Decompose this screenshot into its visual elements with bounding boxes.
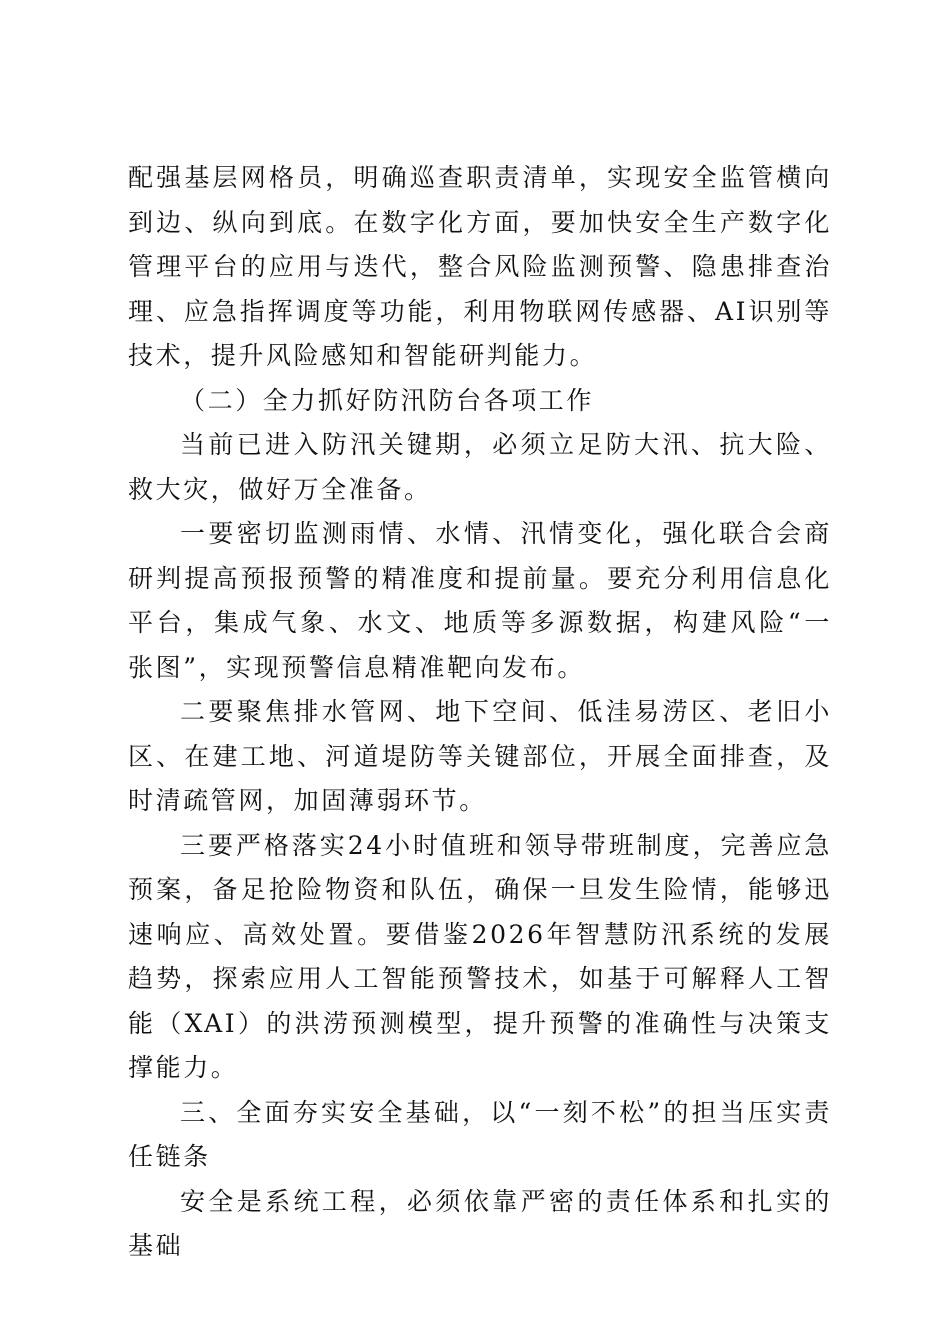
paragraph-flood-intro: 当前已进入防汛关键期，必须立足防大汛、抗大险、救大灾，做好万全准备。 xyxy=(128,430,832,504)
paragraph-point-three: 三要严格落实24小时值班和领导带班制度，完善应急预案，备足抢险物资和队伍，确保一旦发生险情，能够迅速响应、高效处置。要借鉴2026年智慧防汛系统的发展趋势，探索应用人工智能预警技术，如基于可解释人工智能（XAI）的洪涝预测模型，提升预警的准确性与决策支撑能力。 xyxy=(128,830,832,1082)
section-heading-flood-control: （二）全力抓好防汛防台各项工作 xyxy=(180,385,595,415)
paragraph-point-one: 一要密切监测雨情、水情、汛情变化，强化联合会商研判提高预报预警的精准度和提前量。要充分利用信息化平台，集成气象、水文、地质等多源数据，构建风险“一张图”，实现预警信息精准靶向发布。 xyxy=(128,519,832,682)
paragraph-continued: 配强基层网格员，明确巡查职责清单，实现安全监管横向到边、纵向到底。在数字化方面，要加快安全生产数字化管理平台的应用与迭代，整合风险监测预警、隐患排查治理、应急指挥调度等功能，利用物联网传感器、AI识别等技术，提升风险感知和智能研判能力。 xyxy=(128,163,832,370)
section-heading-safety-foundation: 三、全面夯实安全基础，以“一刻不松”的担当压实责任链条 xyxy=(128,1097,832,1171)
paragraph-point-two: 二要聚焦排水管网、地下空间、低洼易涝区、老旧小区、在建工地、河道堤防等关键部位，开展全面排查，及时清疏管网，加固薄弱环节。 xyxy=(128,697,832,815)
paragraph-safety-intro: 安全是系统工程，必须依靠严密的责任体系和扎实的基础 xyxy=(128,1186,832,1260)
document-body xyxy=(128,156,832,1269)
